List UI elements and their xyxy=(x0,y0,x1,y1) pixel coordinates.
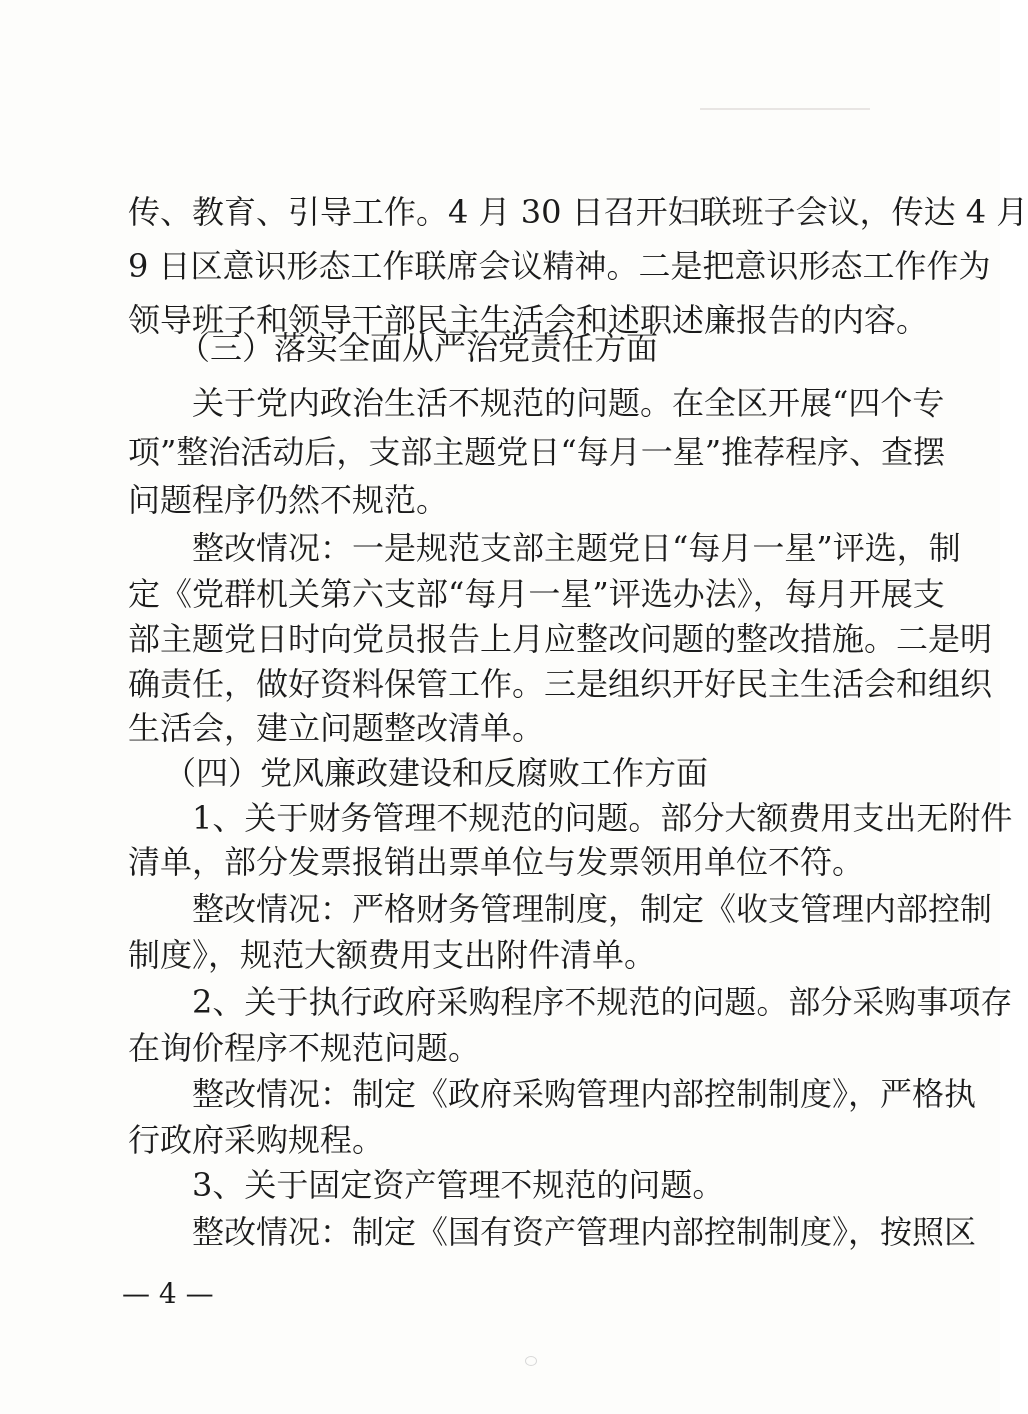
body-line-18: 2、关于执行政府采购程序不规范的问题。部分采购事项存 xyxy=(192,983,1013,1021)
body-line-16: 整改情况：严格财务管理制度，制定《收支管理内部控制 xyxy=(192,890,993,928)
body-line-22: 3、关于固定资产管理不规范的问题。 xyxy=(192,1166,725,1204)
body-line-1: 传、教育、引导工作。4 月 30 日召开妇联班子会议，传达 4 月 xyxy=(128,193,1028,231)
body-line-11: 确责任，做好资料保管工作。三是组织开好民主生活会和组织 xyxy=(128,665,993,703)
page-number: — 4 — xyxy=(122,1277,214,1310)
body-line-5: 关于党内政治生活不规范的问题。在全区开展“四个专 xyxy=(192,384,945,422)
body-line-23: 整改情况：制定《国有资产管理内部控制制度》，按照区 xyxy=(192,1213,977,1251)
body-line-12: 生活会，建立问题整改清单。 xyxy=(128,709,545,747)
body-line-20: 整改情况：制定《政府采购管理内部控制制度》，严格执 xyxy=(192,1075,977,1113)
body-line-3: 领导班子和领导干部民主生活会和述职述廉报告的内容。 xyxy=(128,301,929,339)
body-line-15: 清单，部分发票报销出票单位与发票领用单位不符。 xyxy=(128,843,865,881)
body-line-9: 定《党群机关第六支部“每月一星”评选办法》，每月开展支 xyxy=(128,575,945,613)
paper-speck xyxy=(525,1356,537,1366)
body-line-14: 1、关于财务管理不规范的问题。部分大额费用支出无附件 xyxy=(192,799,1013,837)
body-line-2: 9 日区意识形态工作联席会议精神。二是把意识形态工作作为 xyxy=(128,247,991,285)
body-line-17: 制度》，规范大额费用支出附件清单。 xyxy=(128,936,657,974)
body-line-10: 部主题党日时向党员报告上月应整改问题的整改措施。二是明 xyxy=(128,620,993,658)
faint-rule xyxy=(700,108,870,110)
body-line-6: 项”整治活动后，支部主题党日“每月一星”推荐程序、查摆 xyxy=(128,433,946,471)
body-line-8: 整改情况：一是规范支部主题党日“每月一星”评选，制 xyxy=(192,529,961,567)
body-line-7: 问题程序仍然不规范。 xyxy=(128,481,449,519)
body-line-19: 在询价程序不规范问题。 xyxy=(128,1029,481,1067)
section-heading-3: （三）落实全面从严治党责任方面 xyxy=(178,329,659,367)
section-heading-4: （四）党风廉政建设和反腐败工作方面 xyxy=(164,754,709,792)
body-line-21: 行政府采购规程。 xyxy=(128,1121,385,1159)
